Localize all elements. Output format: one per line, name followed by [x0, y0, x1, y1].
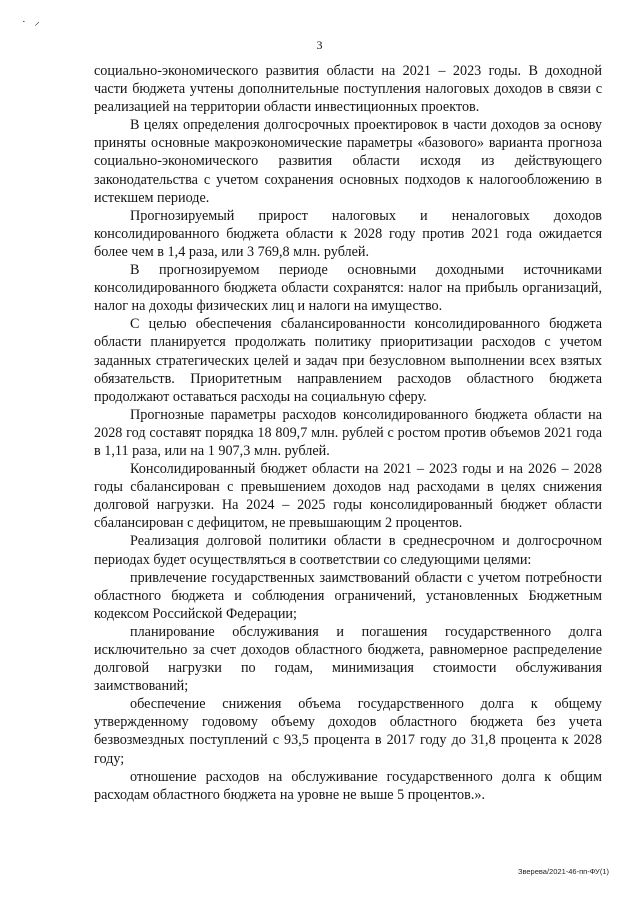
- document-body: [94, 62, 602, 804]
- paragraph-7: Консолидированный бюджет области на 2021 – 2023 годы и на 2026 – 2028 годы сбалансирован с превышением доходов над расходами в целях снижения долговой нагрузки. На 2024 – 2025 годы консолидированный бюджет области сбалансирован с дефицитом, не превышающим 2 процентов.: [94, 461, 602, 532]
- paragraph-5: С целью обеспечения сбалансированности консолидированного бюджета области планируется продолжать политику приоритизации расходов с учетом заданных стратегических целей и задач при безусловном выполнении всех взятых обязательств. Приоритетным направлением расходов областного бюджета продолжают оставаться расходы на социальную сферу.: [94, 316, 602, 405]
- list-item-2: планирование обслуживания и погашения государственного долга исключительно за счет доходов областного бюджета, равномерное распределение долговой нагрузки по годам, минимизация стоимости обслуживания заимствований;: [94, 623, 602, 695]
- footer-code: Зверева/2021-46-пп-ФУ(1): [517, 867, 609, 876]
- paragraph-6: Прогнозные параметры расходов консолидированного бюджета области на 2028 год составят порядка 18 809,7 млн. рублей с ростом против объемов 2021 года в 1,11 раза, или на 1 907,3 млн. рублей.: [94, 406, 602, 459]
- paragraph-2: В целях определения долгосрочных проектировок в части доходов за основу приняты основные макроэкономические параметры «базового» варианта прогноза социально-экономического развития области исходя из действующего законодательства с учетом сохранения основных подходов к налогообложению в истекшем периоде.: [94, 117, 602, 206]
- list-item-3: обеспечение снижения объема государственного долга к общему утвержденному годовому объему доходов областного бюджета без учета безвозмездных поступлений с 93,5 процента в 2017 году до 31,8 процента к 2028 году;: [94, 696, 602, 767]
- paragraph-3: Прогнозируемый прирост налоговых и неналоговых доходов консолидированного бюджета области к 2028 году против 2021 года ожидается более чем в 1,4 раза, или 3 769,8 млн. рублей.: [94, 207, 602, 260]
- scan-marks: · ⸝: [22, 16, 43, 28]
- paragraph-8: Реализация долговой политики области в среднесрочном и долгосрочном периодах будет осуществляться в соответствии со следующими целями:: [94, 533, 602, 568]
- paragraph-1: социально-экономического развития области на 2021 – 2023 годы. В доходной части бюджета учтены дополнительные поступления налоговых доходов в связи с реализацией на территории области инвестиционных проектов.: [94, 63, 602, 116]
- paragraph-4: В прогнозируемом периоде основными доходными источниками консолидированного бюджета области сохранятся: налог на прибыль организаций, налог на доходы физических лиц и налоги на имущество.: [94, 262, 602, 315]
- list-item-4: отношение расходов на обслуживание государственного долга к общим расходам областного бюджета на уровне не выше 5 процентов.».: [94, 768, 602, 803]
- list-item-1: привлечение государственных заимствований области с учетом потребности областного бюджета и соблюдения ограничений, установленных Бюджетным кодексом Российской Федерации;: [94, 569, 602, 622]
- page-number: 3: [316, 38, 323, 52]
